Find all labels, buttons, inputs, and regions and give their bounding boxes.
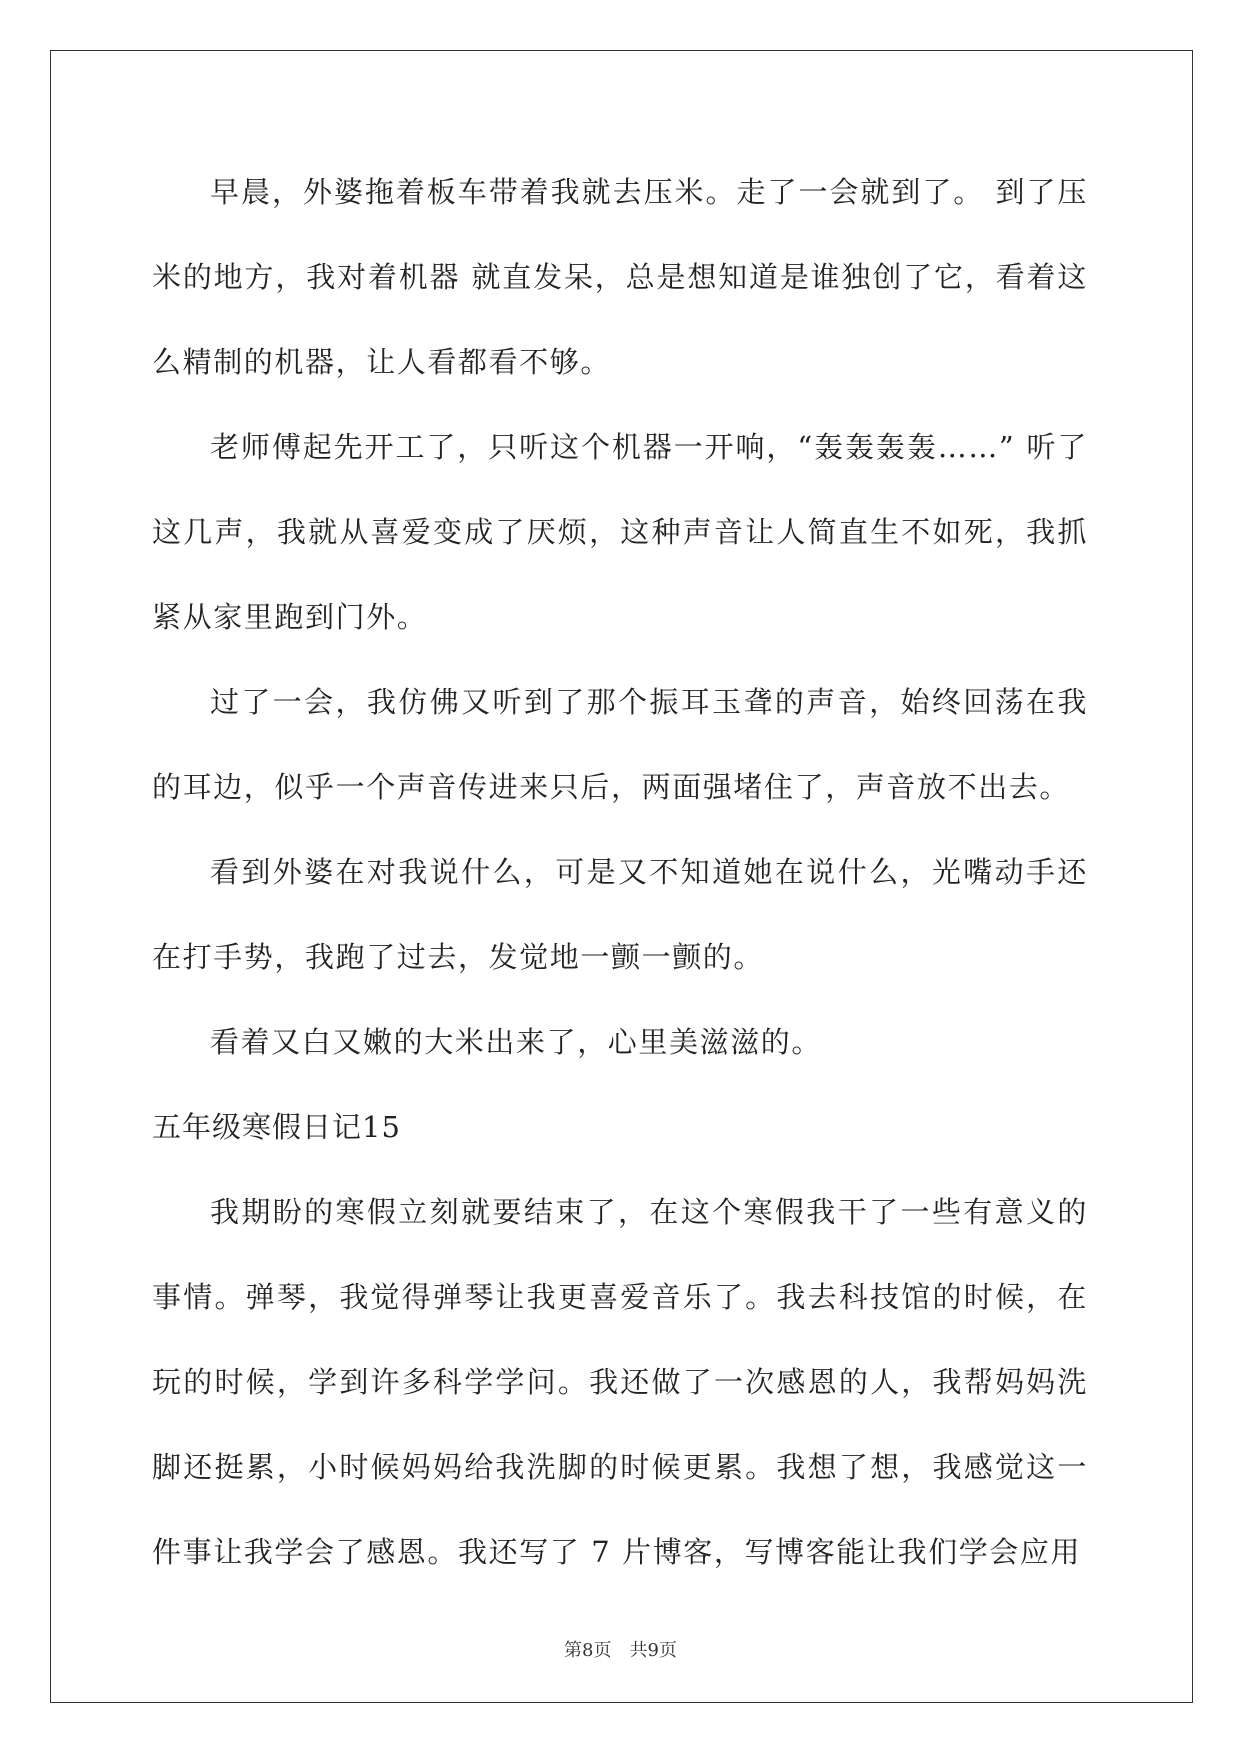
paragraph: 我期盼的寒假立刻就要结束了，在这个寒假我干了一些有意义的事情。弹琴，我觉得弹琴让我更喜爱音乐了。我去科技馆的时候，在玩的时候，学到许多科学学问。我还做了一次感恩的人，我帮妈妈洗脚还挺累，小时候妈妈给我洗脚的时候更累。我想了想，我感觉这一件事让我学会了感恩。我还写了 7 片博客，写博客能让我们学会应用 <box>152 1195 1088 1569</box>
paragraph: 老师傅起先开工了，只听这个机器一开响，“轰轰轰轰……” 听了这几声，我就从喜爱变成了厌烦，这种声音让人简直生不如死，我抓紧从家里跑到门外。 <box>152 430 1088 634</box>
paragraph: 看着又白又嫩的大米出来了，心里美滋滋的。 <box>210 1025 823 1059</box>
paragraph: 过了一会，我仿佛又听到了那个振耳玉聋的声音，始终回荡在我的耳边，似乎一个声音传进来只后，两面强堵住了，声音放不出去。 <box>152 685 1088 804</box>
section-title: 五年级寒假日记15 <box>152 1110 401 1144</box>
paragraph: 早晨，外婆拖着板车带着我就去压米。走了一会就到了。 到了压米的地方，我对着机器 就直发呆，总是想知道是谁独创了它，看着这么精制的机器，让人看都看不够。 <box>152 175 1088 379</box>
paragraph: 看到外婆在对我说什么，可是又不知道她在说什么，光嘴动手还在打手势，我跑了过去，发觉地一颤一颤的。 <box>152 855 1088 974</box>
page-footer: 第8页 共9页 <box>564 1640 677 1661</box>
document-body <box>152 150 1088 1595</box>
